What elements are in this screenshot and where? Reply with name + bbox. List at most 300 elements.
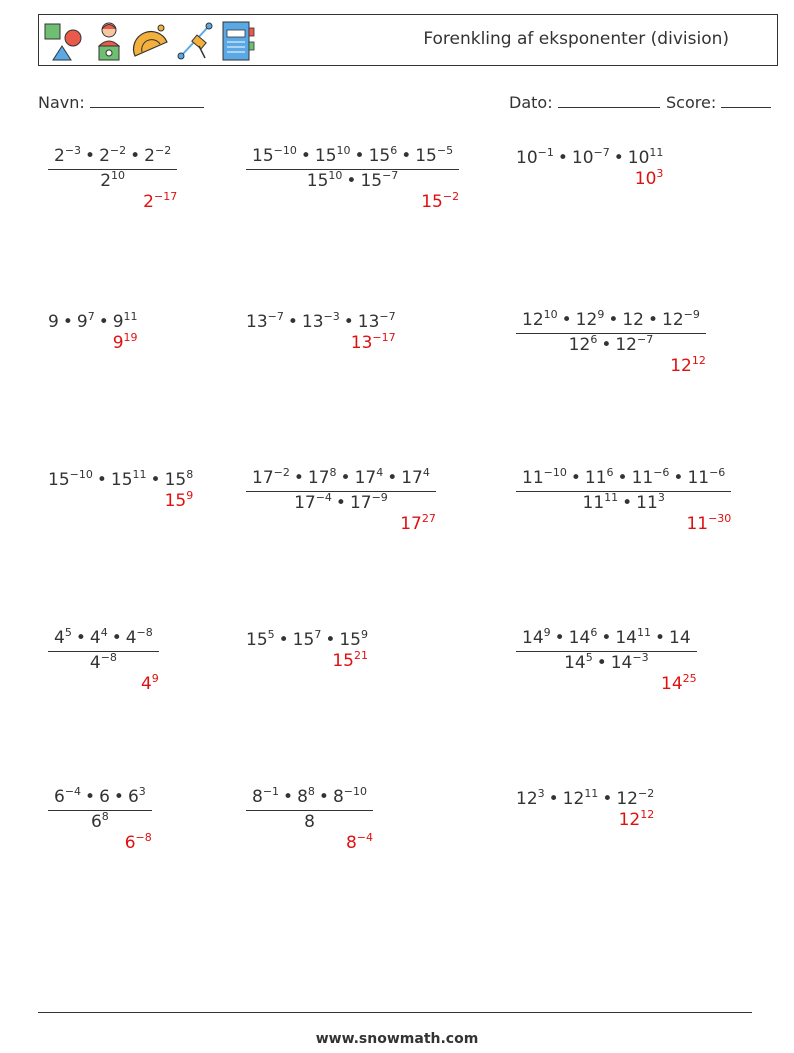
power-term xyxy=(636,493,665,513)
power-exponent: 5 xyxy=(585,651,593,664)
power-exponent: −7 xyxy=(267,310,284,323)
denominator xyxy=(48,810,152,831)
multiply-dot: • xyxy=(278,630,289,650)
power-exponent: 27 xyxy=(421,512,436,525)
power-term xyxy=(635,169,664,189)
denominator xyxy=(246,169,459,190)
multiply-dot: • xyxy=(622,493,633,513)
power-exponent: −2 xyxy=(109,144,127,157)
power-exponent: −2 xyxy=(154,144,172,157)
power-exponent: 25 xyxy=(682,672,697,685)
power-exponent: −6 xyxy=(653,466,670,479)
power-base: 12 xyxy=(615,335,637,355)
power-term xyxy=(246,312,284,332)
power-term xyxy=(564,653,593,673)
numerator xyxy=(516,626,697,651)
multiply-dot: • xyxy=(346,171,357,191)
power-exponent: −4 xyxy=(356,831,373,844)
fraction xyxy=(246,144,459,191)
power-base: 14 xyxy=(564,653,586,673)
power-exponent: 5 xyxy=(267,628,275,641)
power-exponent: 4 xyxy=(376,466,384,479)
power-base: 15 xyxy=(421,192,443,212)
power-exponent: −7 xyxy=(379,310,396,323)
power-base: 13 xyxy=(246,312,268,332)
power-base: 2 xyxy=(54,146,65,166)
power-exponent: −7 xyxy=(593,146,610,159)
multiply-dot: • xyxy=(335,493,346,513)
denominator xyxy=(516,491,731,512)
expression xyxy=(48,312,138,331)
footer-url[interactable]: www.snowmath.com xyxy=(315,1031,479,1047)
answer xyxy=(345,831,373,853)
power-term xyxy=(687,468,725,488)
fraction xyxy=(516,626,697,673)
power-base: 15 xyxy=(110,470,133,490)
denominator xyxy=(246,810,373,831)
answer xyxy=(618,808,655,830)
multiply-dot: • xyxy=(354,146,365,166)
numerator xyxy=(48,144,177,169)
power-base: 14 xyxy=(610,653,633,673)
answer xyxy=(634,167,664,189)
denominator xyxy=(48,169,177,190)
answer xyxy=(400,512,436,534)
power-base: 2 xyxy=(144,146,155,166)
multiply-dot: • xyxy=(340,468,351,488)
power-base: 9 xyxy=(112,333,124,353)
power-exponent: −17 xyxy=(372,331,396,344)
power-exponent: −2 xyxy=(273,466,290,479)
answer xyxy=(421,190,460,212)
power-exponent: 11 xyxy=(584,787,599,800)
denominator xyxy=(516,333,706,354)
power-base: 14 xyxy=(661,674,683,694)
score-label: Score: xyxy=(666,93,717,112)
power-base: 15 xyxy=(314,146,337,166)
power-exponent: 9 xyxy=(151,672,159,685)
multiply-dot: • xyxy=(601,628,612,648)
answer xyxy=(332,649,368,671)
power-exponent: 12 xyxy=(691,354,706,367)
power-base: 11 xyxy=(584,468,607,488)
power-term xyxy=(585,468,614,488)
power-exponent: 10 xyxy=(336,144,351,157)
power-base: 14 xyxy=(568,628,591,648)
power-exponent: 5 xyxy=(64,626,72,639)
answer xyxy=(661,672,697,694)
answer xyxy=(143,190,178,212)
power-base: 12 xyxy=(616,789,638,809)
power-base: 12 xyxy=(568,335,591,355)
power-term xyxy=(611,653,649,673)
power-term xyxy=(360,171,398,191)
multiply-dot: • xyxy=(647,310,659,330)
problem-5 xyxy=(246,310,396,353)
power-base: 15 xyxy=(332,651,354,671)
power-term xyxy=(615,628,651,648)
power-base: 15 xyxy=(306,171,329,191)
power-term xyxy=(516,789,545,809)
power-term xyxy=(662,310,700,330)
power-base: 15 xyxy=(292,630,315,650)
power-base: 14 xyxy=(522,628,544,648)
problem-7 xyxy=(48,468,194,511)
power-term xyxy=(297,787,315,807)
fraction xyxy=(516,466,731,513)
power-term xyxy=(583,493,619,513)
power-base: 6 xyxy=(90,812,102,832)
multiply-dot: • xyxy=(111,628,122,648)
power-exponent: 11 xyxy=(123,310,138,323)
power-base: 11 xyxy=(687,468,710,488)
power-term xyxy=(293,630,322,650)
multiply-dot: • xyxy=(283,787,294,807)
power-term xyxy=(90,628,108,648)
notebook-icon xyxy=(219,20,257,62)
power-term xyxy=(246,630,275,650)
power-term xyxy=(686,514,731,534)
multiply-dot: • xyxy=(287,312,298,332)
power-exponent: 11 xyxy=(132,468,147,481)
power-term xyxy=(111,470,147,490)
power-term xyxy=(99,787,110,807)
power-exponent: −9 xyxy=(683,308,700,321)
problem-9 xyxy=(516,466,732,534)
power-base: 15 xyxy=(339,630,361,650)
multiply-dot: • xyxy=(654,628,666,648)
power-term xyxy=(351,333,396,353)
power-term xyxy=(252,787,279,807)
power-base: 6 xyxy=(54,787,65,807)
multiply-dot: • xyxy=(554,628,565,648)
multiply-dot: • xyxy=(318,787,329,807)
power-exponent: −3 xyxy=(64,144,82,157)
denominator xyxy=(246,491,436,512)
power-term xyxy=(619,810,655,830)
multiply-dot: • xyxy=(75,628,86,648)
power-base: 4 xyxy=(89,628,101,648)
power-exponent: −8 xyxy=(136,626,153,639)
power-base: 8 xyxy=(252,787,263,807)
score-field[interactable] xyxy=(666,93,771,112)
power-term xyxy=(333,787,367,807)
power-base: 15 xyxy=(246,630,268,650)
power-base: 13 xyxy=(350,333,373,353)
power-base: 11 xyxy=(522,468,544,488)
multiply-dot: • xyxy=(113,787,124,807)
power-base: 12 xyxy=(662,310,684,330)
multiply-dot: • xyxy=(387,468,398,488)
power-base: 2 xyxy=(143,192,154,212)
multiply-dot: • xyxy=(98,312,109,332)
answer xyxy=(112,331,138,353)
multiply-dot: • xyxy=(130,146,141,166)
power-term xyxy=(615,335,653,355)
protractor-icon xyxy=(131,20,171,62)
power-exponent: 8 xyxy=(101,810,109,823)
power-exponent: 8 xyxy=(307,785,315,798)
power-term xyxy=(48,312,59,332)
power-exponent: −3 xyxy=(323,310,340,323)
power-term xyxy=(54,787,81,807)
power-term xyxy=(294,493,332,513)
fraction xyxy=(516,308,706,355)
power-exponent: −8 xyxy=(100,651,117,664)
power-exponent: 11 xyxy=(604,491,619,504)
power-base: 9 xyxy=(76,312,88,332)
power-term xyxy=(358,312,396,332)
power-base: 10 xyxy=(634,169,657,189)
power-base: 15 xyxy=(360,171,383,191)
power-term xyxy=(48,470,93,490)
power-term xyxy=(400,514,436,534)
power-term xyxy=(99,146,126,166)
multiply-dot: • xyxy=(608,310,619,330)
power-term xyxy=(302,312,340,332)
multiply-dot: • xyxy=(557,148,568,168)
problem-3 xyxy=(516,146,664,189)
power-base: 12 xyxy=(670,356,692,376)
power-base: 17 xyxy=(400,514,422,534)
power-term xyxy=(252,468,290,488)
power-exponent: −4 xyxy=(64,785,82,798)
power-base: 15 xyxy=(252,146,274,166)
power-term xyxy=(415,146,453,166)
answer xyxy=(670,354,706,376)
problem-13 xyxy=(48,785,152,853)
power-base: 4 xyxy=(54,628,65,648)
power-base: 13 xyxy=(357,312,380,332)
power-base: 12 xyxy=(516,789,538,809)
problem-1 xyxy=(48,144,178,212)
name-blank[interactable] xyxy=(90,93,204,108)
denominator xyxy=(516,651,697,672)
multiply-dot: • xyxy=(596,653,607,673)
teacher-icon xyxy=(91,20,127,62)
power-term xyxy=(616,789,654,809)
numerator xyxy=(48,626,159,651)
power-term xyxy=(628,148,664,168)
expression xyxy=(516,789,654,808)
power-base: 11 xyxy=(686,514,709,534)
power-exponent: −7 xyxy=(382,169,399,182)
power-term xyxy=(563,789,599,809)
power-exponent: 7 xyxy=(314,628,322,641)
power-base: 17 xyxy=(307,468,330,488)
worksheet-title: Forenkling af eksponenter (division) xyxy=(423,29,729,49)
power-base: 4 xyxy=(125,628,137,648)
power-base: 17 xyxy=(354,468,377,488)
fraction xyxy=(48,785,152,832)
power-term xyxy=(90,653,117,673)
power-term xyxy=(670,356,706,376)
power-base: 15 xyxy=(368,146,391,166)
problem-11 xyxy=(246,628,368,671)
power-term xyxy=(522,310,558,330)
multiply-dot: • xyxy=(300,146,311,166)
power-base: 8 xyxy=(297,787,308,807)
power-exponent: −9 xyxy=(371,491,388,504)
power-exponent: −2 xyxy=(442,190,460,203)
multiply-dot: • xyxy=(293,468,304,488)
power-exponent: −2 xyxy=(637,787,655,800)
power-exponent: 11 xyxy=(649,146,664,159)
power-base: 12 xyxy=(575,310,598,330)
power-exponent: 9 xyxy=(186,489,194,502)
power-term xyxy=(346,833,373,853)
power-base: 17 xyxy=(252,468,274,488)
power-term xyxy=(113,333,138,353)
power-base: 8 xyxy=(332,787,344,807)
power-base: 17 xyxy=(294,493,316,513)
power-exponent: 3 xyxy=(657,491,665,504)
power-base: 15 xyxy=(48,470,70,490)
power-exponent: −1 xyxy=(262,785,280,798)
numerator xyxy=(246,466,436,491)
header-icons xyxy=(43,20,257,62)
power-exponent: 9 xyxy=(360,628,368,641)
power-term xyxy=(576,310,605,330)
numerator xyxy=(516,308,706,333)
multiply-dot: • xyxy=(401,146,412,166)
date-field[interactable] xyxy=(509,93,660,112)
multiply-dot: • xyxy=(602,789,613,809)
power-base: 15 xyxy=(164,491,187,511)
power-term xyxy=(355,468,384,488)
shapes-icon xyxy=(43,20,87,62)
power-base: 15 xyxy=(415,146,437,166)
power-term xyxy=(307,171,343,191)
power-exponent: −5 xyxy=(436,144,454,157)
answer xyxy=(164,489,194,511)
power-base: 15 xyxy=(164,470,187,490)
power-term xyxy=(332,651,368,671)
problem-12 xyxy=(516,626,697,694)
power-exponent: 6 xyxy=(590,626,598,639)
power-exponent: −10 xyxy=(273,144,297,157)
power-term xyxy=(569,628,598,648)
power-base: 6 xyxy=(99,787,110,807)
multiply-dot: • xyxy=(85,787,96,807)
multiply-dot: • xyxy=(601,335,612,355)
power-term xyxy=(522,468,567,488)
power-base: 10 xyxy=(516,148,538,168)
power-base: 11 xyxy=(582,493,605,513)
power-base: 12 xyxy=(522,310,544,330)
name-field[interactable] xyxy=(38,93,204,112)
power-base: 9 xyxy=(48,312,59,332)
power-term xyxy=(569,335,598,355)
power-exponent: 10 xyxy=(111,169,126,182)
power-exponent: 9 xyxy=(597,308,605,321)
multiply-dot: • xyxy=(570,468,581,488)
power-exponent: 4 xyxy=(422,466,430,479)
date-label: Dato: xyxy=(509,93,553,112)
power-term xyxy=(572,148,610,168)
answer xyxy=(124,831,152,853)
expression xyxy=(246,630,368,649)
power-base: 8 xyxy=(304,812,315,832)
power-base: 12 xyxy=(622,310,644,330)
power-term xyxy=(126,628,153,648)
multiply-dot: • xyxy=(85,146,96,166)
power-term xyxy=(421,192,459,212)
power-exponent: −10 xyxy=(343,785,367,798)
multiply-dot: • xyxy=(150,470,161,490)
multiply-dot: • xyxy=(617,468,628,488)
footer-divider xyxy=(38,1012,752,1013)
problem-15 xyxy=(516,787,655,830)
power-term xyxy=(622,310,644,330)
multiply-dot: • xyxy=(62,312,73,332)
worksheet-header xyxy=(38,14,778,66)
score-blank[interactable] xyxy=(721,93,771,108)
power-exponent: 8 xyxy=(329,466,337,479)
power-exponent: 10 xyxy=(543,308,558,321)
power-exponent: 3 xyxy=(537,787,545,800)
power-base: 12 xyxy=(618,810,641,830)
power-term xyxy=(100,171,125,191)
power-base: 2 xyxy=(99,146,110,166)
power-base: 17 xyxy=(349,493,372,513)
multiply-dot: • xyxy=(343,312,354,332)
multiply-dot: • xyxy=(613,148,624,168)
power-term xyxy=(77,312,95,332)
power-base: 11 xyxy=(636,493,658,513)
power-exponent: −6 xyxy=(709,466,726,479)
fraction xyxy=(246,466,436,513)
power-exponent: 6 xyxy=(606,466,614,479)
power-term xyxy=(125,833,152,853)
power-exponent: −7 xyxy=(636,333,654,346)
power-base: 6 xyxy=(124,833,136,853)
power-exponent: 12 xyxy=(640,808,655,821)
power-exponent: −4 xyxy=(315,491,332,504)
power-term xyxy=(128,787,146,807)
power-term xyxy=(165,470,194,490)
power-term xyxy=(54,146,81,166)
power-exponent: 3 xyxy=(656,167,664,180)
numerator xyxy=(246,785,373,810)
power-exponent: −8 xyxy=(135,831,152,844)
power-base: 2 xyxy=(100,171,112,191)
power-term xyxy=(54,628,72,648)
power-exponent: −10 xyxy=(69,468,93,481)
power-base: 14 xyxy=(615,628,637,648)
power-term xyxy=(522,628,551,648)
problem-14 xyxy=(246,785,373,853)
power-exponent: −1 xyxy=(537,146,554,159)
fraction xyxy=(48,144,177,191)
expression xyxy=(246,312,396,331)
multiply-dot: • xyxy=(673,468,684,488)
problem-6 xyxy=(516,308,706,376)
power-exponent: 19 xyxy=(123,331,138,344)
multiply-dot: • xyxy=(561,310,572,330)
power-term xyxy=(369,146,398,166)
problem-8 xyxy=(246,466,436,534)
power-term xyxy=(252,146,297,166)
problem-4 xyxy=(48,310,138,353)
problem-2 xyxy=(246,144,460,212)
power-exponent: −3 xyxy=(632,651,649,664)
power-term xyxy=(143,192,177,212)
power-exponent: 4 xyxy=(100,626,108,639)
expression xyxy=(516,148,663,167)
date-blank[interactable] xyxy=(558,93,660,108)
power-exponent: 21 xyxy=(353,649,368,662)
